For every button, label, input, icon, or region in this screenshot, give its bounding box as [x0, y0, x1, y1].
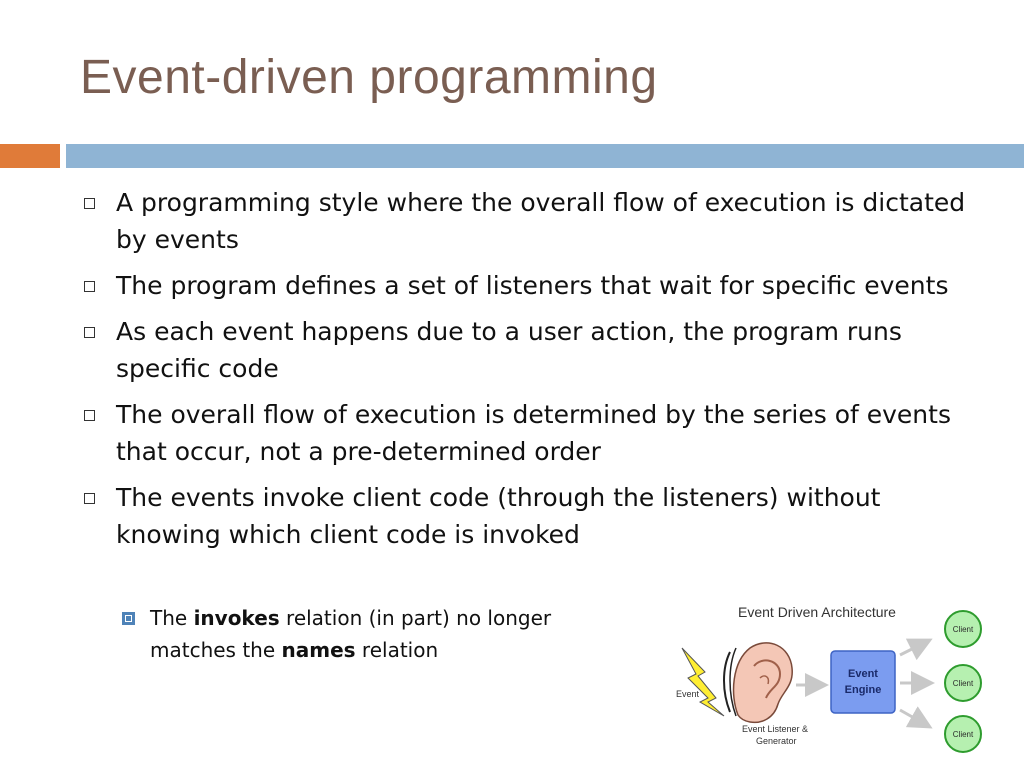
- event-architecture-diagram: [660, 590, 1020, 765]
- listener-label-line-1: Event Listener &: [742, 724, 809, 734]
- hollow-square-bullet-icon: [84, 327, 95, 338]
- bullet-text: As each event happens due to a user action, the program runs specific code: [116, 317, 902, 383]
- bullet-item: [80, 267, 980, 304]
- ear-icon: [724, 643, 792, 723]
- engine-label-line-2: Engine: [844, 684, 882, 696]
- filled-square-bullet-icon: [122, 612, 135, 625]
- bullet-item: [80, 313, 980, 387]
- client-label: Client: [952, 625, 974, 634]
- hollow-square-bullet-icon: [84, 198, 95, 209]
- bullet-text: The events invoke client code (through the listeners) without knowing which client code is invoked: [116, 483, 881, 549]
- sub-text-1: The: [150, 606, 194, 630]
- client-label: Client: [952, 679, 974, 688]
- bullet-text: The program defines a set of listeners that wait for specific events: [116, 271, 949, 300]
- event-engine-box: [831, 651, 895, 713]
- hollow-square-bullet-icon: [84, 493, 95, 504]
- accent-bar-blue: [66, 144, 1024, 168]
- accent-bar-orange: [0, 144, 60, 168]
- hollow-square-bullet-icon: [84, 281, 95, 292]
- engine-label-line-1: Event: [848, 668, 878, 680]
- bullet-text: A programming style where the overall flow of execution is dictated by events: [116, 188, 966, 254]
- lightning-bolt-icon: [682, 648, 724, 716]
- slide-title: Event-driven programming: [80, 51, 658, 104]
- hollow-square-bullet-icon: [84, 410, 95, 421]
- sub-bullet-list: [120, 602, 640, 666]
- sub-bold-invokes: invokes: [193, 606, 280, 630]
- arrow-engine-to-client-3: [900, 710, 930, 727]
- client-label: Client: [952, 730, 974, 739]
- bullet-item: [80, 396, 980, 470]
- sub-text-3: relation: [355, 638, 439, 662]
- listener-label-line-2: Generator: [756, 736, 797, 746]
- diagram-title: Event Driven Architecture: [738, 604, 896, 620]
- arrow-engine-to-client-1: [900, 640, 930, 655]
- bullet-text: The overall flow of execution is determined by the series of events that occur, not a pre-determined order: [116, 400, 951, 466]
- bullet-item: [80, 184, 980, 258]
- sub-bullet-item: [120, 602, 640, 666]
- bullet-list: [80, 184, 980, 562]
- event-label: Event: [676, 689, 700, 699]
- sub-text-2: relation (in part) no longer matches the: [150, 606, 552, 662]
- sub-bold-names: names: [281, 638, 356, 662]
- bullet-item: [80, 479, 980, 553]
